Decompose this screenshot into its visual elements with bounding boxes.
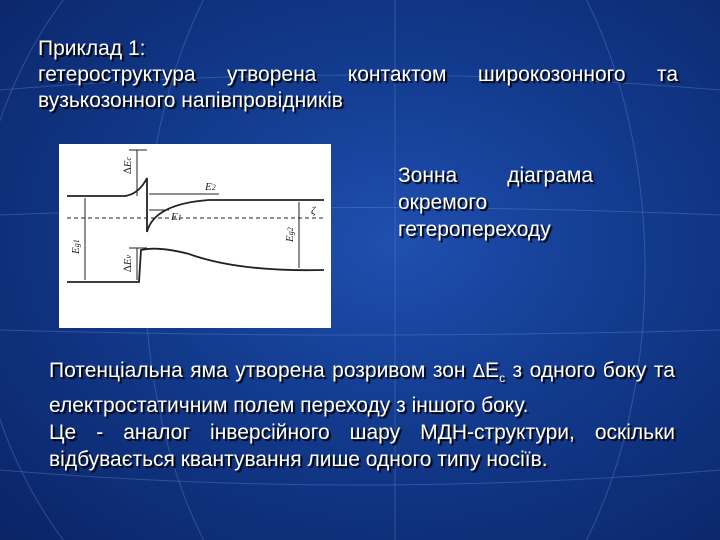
title-line-1: Приклад 1:: [38, 37, 146, 60]
title-line-3: вузькозонного напівпровідників: [38, 89, 343, 112]
label-delta-ev: ∆Ev: [122, 254, 134, 272]
caption-line-1: Зонна діаграма: [398, 164, 593, 187]
label-e2: E2: [205, 181, 216, 193]
label-delta-ec: ∆Ec: [122, 156, 134, 174]
delta-symbol: ∆: [473, 361, 486, 382]
band-diagram: [59, 144, 331, 328]
conduction-band-left: [67, 178, 147, 232]
caption-line-3: гетеропереходу: [398, 218, 551, 241]
valence-band-right: [189, 254, 324, 270]
title-line-2: гетероструктура утворена контактом широкозонного та: [38, 63, 678, 86]
body-paragraph-2: Це - аналог інверсійного шару МДН-структури, оскільки відбувається квантування лише одного типу носіїв.: [49, 421, 675, 472]
label-eg1: Eg1: [70, 239, 82, 254]
body-paragraph-1: Потенціальна яма утворена розривом зон $\Delta E_c$ з одного боку та електростатичним полем переходу з іншого боку.: [49, 359, 675, 418]
label-eg2: Eg2: [284, 227, 296, 242]
caption-line-2: окремого: [398, 191, 488, 214]
label-e1: E1: [171, 211, 182, 223]
body-text: [49, 357, 675, 473]
band-diagram-svg: [59, 144, 331, 328]
slide-title: [38, 36, 678, 114]
label-zeta: ζ: [311, 205, 316, 217]
diagram-caption: [398, 162, 593, 243]
